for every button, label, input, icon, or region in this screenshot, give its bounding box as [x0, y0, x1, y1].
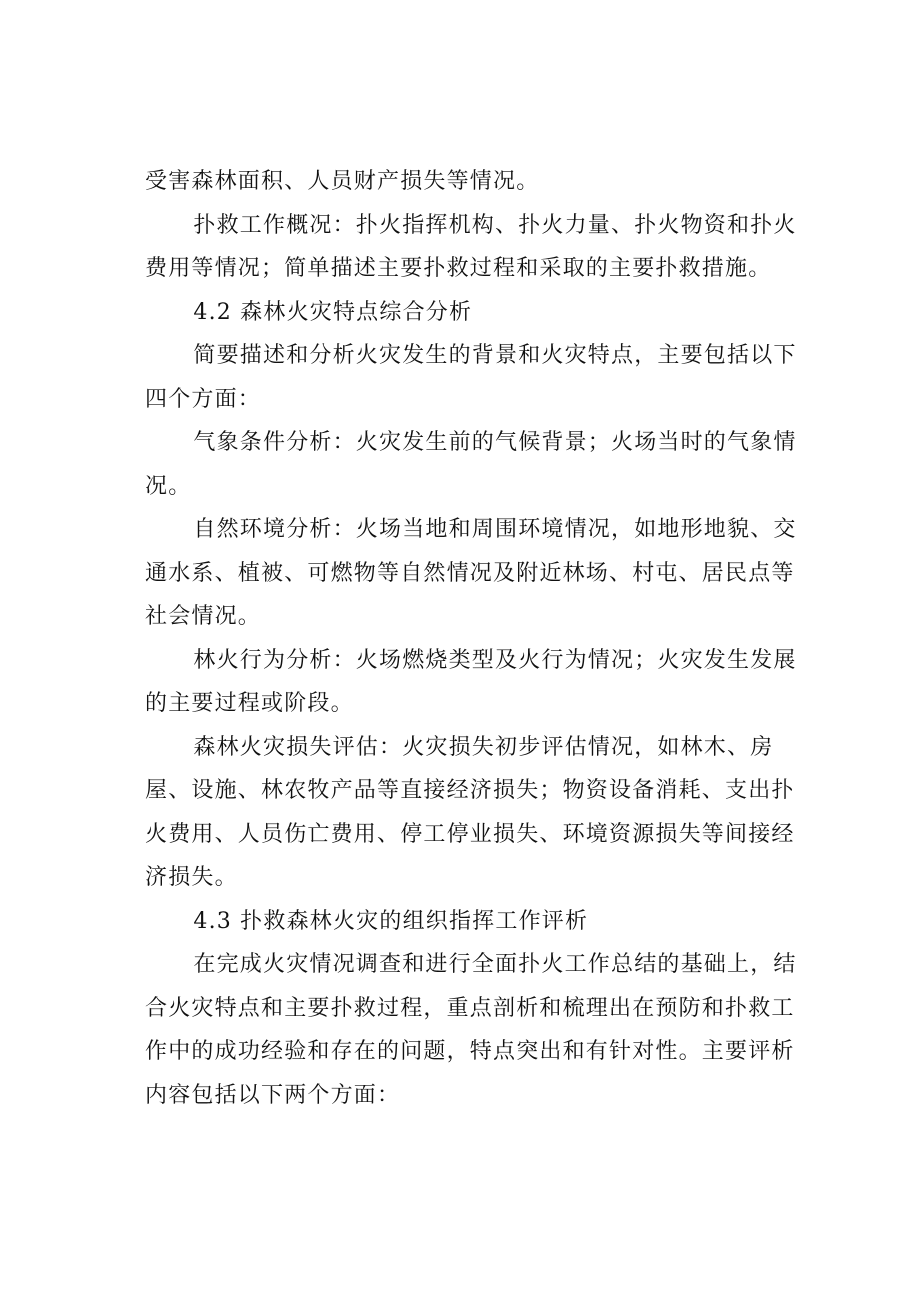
- paragraph-weather-analysis: 气象条件分析：火灾发生前的气候背景；火场当时的气象情况。: [145, 430, 797, 499]
- paragraph-loss-assessment: 森林火灾损失评估：火灾损失初步评估情况，如林木、房屋、设施、林农牧产品等直接经济损失；物资设备消耗、支出扑火费用、人员伤亡费用、停工停业损失、环境资源损失等间接经济损失。: [145, 734, 795, 890]
- paragraph-fire-behavior-analysis: 林火行为分析：火场燃烧类型及火行为情况；火灾发生发展的主要过程或阶段。: [145, 647, 797, 716]
- section-heading-4-2: 4.2 森林火灾特点综合分析: [193, 299, 473, 325]
- paragraph-analysis-intro: 简要描述和分析火灾发生的背景和火灾特点，主要包括以下四个方面：: [145, 343, 797, 412]
- paragraph-command-evaluation: 在完成火灾情况调查和进行全面扑火工作总结的基础上，结合火灾特点和主要扑救过程，重点剖析和梳理出在预防和扑救工作中的成功经验和存在的问题，特点突出和有针对性。主要评析内容包括以下两个方面：: [145, 952, 797, 1108]
- paragraph-environment-analysis: 自然环境分析：火场当地和周围环境情况，如地形地貌、交通水系、植被、可燃物等自然情况及附近林场、村屯、居民点等社会情况。: [145, 517, 797, 629]
- paragraph-continuation-damage: 受害森林面积、人员财产损失等情况。: [145, 169, 540, 194]
- document-body: [145, 160, 807, 1117]
- paragraph-fire-fighting-overview: 扑救工作概况：扑火指挥机构、扑火力量、扑火物资和扑火费用等情况；简单描述主要扑救过程和采取的主要扑救措施。: [145, 212, 797, 281]
- section-heading-4-3: 4.3 扑救森林火灾的组织指挥工作评析: [193, 908, 589, 934]
